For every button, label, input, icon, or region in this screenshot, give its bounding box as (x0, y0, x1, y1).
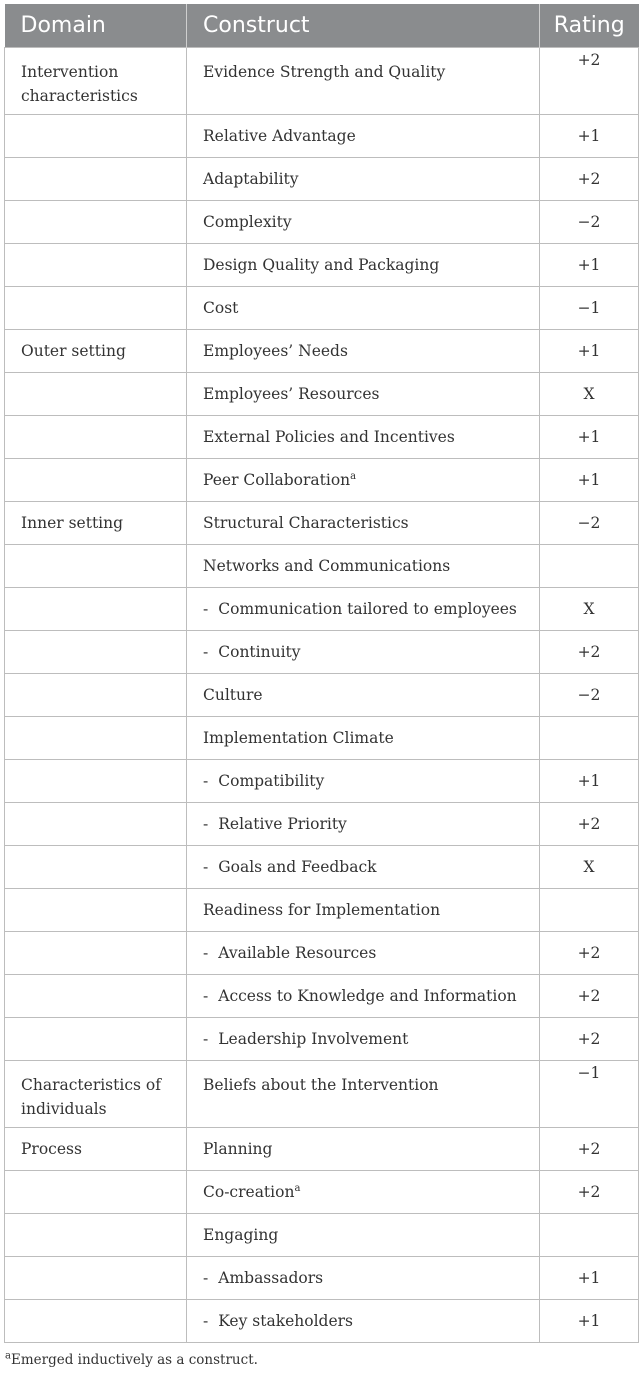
construct-cell: Employees’ Needs (187, 330, 540, 373)
header-construct: Construct (187, 4, 540, 48)
domain-cell (5, 158, 187, 201)
domain-cell (5, 287, 187, 330)
domain-cell (5, 201, 187, 244)
table-row (5, 158, 639, 201)
construct-text: Ambassadors (218, 1269, 324, 1287)
construct-text: Relative Priority (218, 815, 347, 833)
construct-cell (187, 932, 540, 975)
domain-cell: Characteristics of individuals (5, 1061, 187, 1128)
domain-cell (5, 1214, 187, 1257)
table-row (5, 330, 639, 373)
sub-item-dash: - (203, 1030, 209, 1048)
domain-cell (5, 459, 187, 502)
rating-cell: X (540, 846, 639, 889)
domain-cell (5, 115, 187, 158)
domain-cell (5, 1300, 187, 1343)
table-row (5, 373, 639, 416)
table-header-row (5, 4, 639, 48)
domain-cell (5, 244, 187, 287)
construct-cell: Beliefs about the Intervention (187, 1061, 540, 1128)
construct-cell (187, 1300, 540, 1343)
table-row (5, 1171, 639, 1214)
construct-cell: Design Quality and Packaging (187, 244, 540, 287)
table-row (5, 115, 639, 158)
table-row (5, 1214, 639, 1257)
rating-cell: X (540, 588, 639, 631)
construct-cell: Readiness for Implementation (187, 889, 540, 932)
domain-cell (5, 760, 187, 803)
sub-item-dash: - (203, 858, 209, 876)
construct-cell (187, 846, 540, 889)
construct-text: Continuity (218, 643, 301, 661)
table-row (5, 244, 639, 287)
rating-cell: +2 (540, 1018, 639, 1061)
sub-item-dash: - (203, 1312, 209, 1330)
domain-cell (5, 631, 187, 674)
table-row (5, 975, 639, 1018)
construct-cell (187, 975, 540, 1018)
table-row (5, 502, 639, 545)
domain-cell (5, 373, 187, 416)
construct-cell: Employees’ Resources (187, 373, 540, 416)
construct-cell (187, 588, 540, 631)
table-row (5, 760, 639, 803)
construct-cell (187, 1171, 540, 1214)
construct-text: Key stakeholders (218, 1312, 353, 1330)
construct-cell: Complexity (187, 201, 540, 244)
rating-cell (540, 717, 639, 760)
domain-cell: Inner setting (5, 502, 187, 545)
rating-cell: +2 (540, 1171, 639, 1214)
domain-cell: Outer setting (5, 330, 187, 373)
construct-cell (187, 803, 540, 846)
sub-item-dash: - (203, 643, 209, 661)
table-row (5, 803, 639, 846)
domain-cell (5, 803, 187, 846)
construct-cell (187, 1018, 540, 1061)
rating-cell: −1 (540, 1061, 639, 1128)
table-row (5, 459, 639, 502)
sub-item-dash: - (203, 944, 209, 962)
sub-item-dash: - (203, 772, 209, 790)
table-row (5, 1128, 639, 1171)
table-row (5, 588, 639, 631)
rating-cell: +1 (540, 244, 639, 287)
domain-cell (5, 975, 187, 1018)
rating-cell (540, 545, 639, 588)
table-row (5, 717, 639, 760)
table-row (5, 201, 639, 244)
rating-cell: +1 (540, 416, 639, 459)
construct-text: Co-creation (203, 1183, 295, 1201)
rating-cell (540, 1214, 639, 1257)
rating-cell: +1 (540, 1300, 639, 1343)
header-rating: Rating (540, 4, 639, 48)
construct-cell: Networks and Communications (187, 545, 540, 588)
construct-text: Compatibility (218, 772, 325, 790)
construct-cell: Implementation Climate (187, 717, 540, 760)
footnote-marker: a (294, 1182, 301, 1194)
domain-cell (5, 545, 187, 588)
domain-cell: Intervention characteristics (5, 48, 187, 115)
rating-cell: +2 (540, 631, 639, 674)
rating-cell: +2 (540, 975, 639, 1018)
construct-cell: Relative Advantage (187, 115, 540, 158)
table-row (5, 846, 639, 889)
table-row (5, 889, 639, 932)
domain-cell (5, 1171, 187, 1214)
construct-text: Goals and Feedback (218, 858, 377, 876)
footnote-marker: a (350, 470, 357, 482)
construct-cell: Culture (187, 674, 540, 717)
table-row (5, 631, 639, 674)
domain-cell (5, 932, 187, 975)
construct-cell: External Policies and Incentives (187, 416, 540, 459)
construct-cell (187, 459, 540, 502)
table-row (5, 932, 639, 975)
construct-cell (187, 1257, 540, 1300)
construct-text: Leadership Involvement (218, 1030, 409, 1048)
domain-cell (5, 1257, 187, 1300)
table-row (5, 287, 639, 330)
table-row (5, 1061, 639, 1128)
footnote-text: Emerged inductively as a construct. (10, 1352, 258, 1368)
header-domain: Domain (5, 4, 187, 48)
construct-cell: Adaptability (187, 158, 540, 201)
rating-cell: +2 (540, 932, 639, 975)
rating-cell (540, 889, 639, 932)
domain-cell (5, 717, 187, 760)
construct-text: Peer Collaboration (203, 471, 351, 489)
rating-cell: −2 (540, 201, 639, 244)
rating-cell: +1 (540, 115, 639, 158)
rating-cell: +1 (540, 760, 639, 803)
rating-cell: +2 (540, 48, 639, 115)
table-row (5, 48, 639, 115)
construct-cell: Structural Characteristics (187, 502, 540, 545)
table-row (5, 545, 639, 588)
construct-rating-table (4, 4, 639, 1343)
sub-item-dash: - (203, 987, 209, 1005)
rating-cell: +1 (540, 1257, 639, 1300)
domain-cell: Process (5, 1128, 187, 1171)
table-row (5, 1300, 639, 1343)
rating-cell: +1 (540, 330, 639, 373)
table-footnote (5, 1352, 258, 1368)
domain-cell (5, 588, 187, 631)
rating-cell: +2 (540, 158, 639, 201)
rating-cell: +2 (540, 1128, 639, 1171)
construct-text: Access to Knowledge and Information (218, 987, 517, 1005)
construct-cell: Cost (187, 287, 540, 330)
construct-cell: Evidence Strength and Quality (187, 48, 540, 115)
domain-cell (5, 1018, 187, 1061)
rating-cell: −2 (540, 674, 639, 717)
domain-cell (5, 889, 187, 932)
rating-cell: −2 (540, 502, 639, 545)
table-row (5, 1257, 639, 1300)
construct-cell (187, 760, 540, 803)
sub-item-dash: - (203, 815, 209, 833)
sub-item-dash: - (203, 1269, 209, 1287)
footnote-marker: a (5, 1350, 11, 1362)
rating-cell: X (540, 373, 639, 416)
construct-cell: Planning (187, 1128, 540, 1171)
table-row (5, 674, 639, 717)
table-row (5, 416, 639, 459)
rating-cell: −1 (540, 287, 639, 330)
domain-cell (5, 846, 187, 889)
construct-text: Available Resources (218, 944, 377, 962)
construct-cell: Engaging (187, 1214, 540, 1257)
sub-item-dash: - (203, 600, 209, 618)
domain-cell (5, 416, 187, 459)
construct-cell (187, 631, 540, 674)
domain-cell (5, 674, 187, 717)
construct-text: Communication tailored to employees (218, 600, 517, 618)
table-row (5, 1018, 639, 1061)
rating-cell: +2 (540, 803, 639, 846)
rating-cell: +1 (540, 459, 639, 502)
